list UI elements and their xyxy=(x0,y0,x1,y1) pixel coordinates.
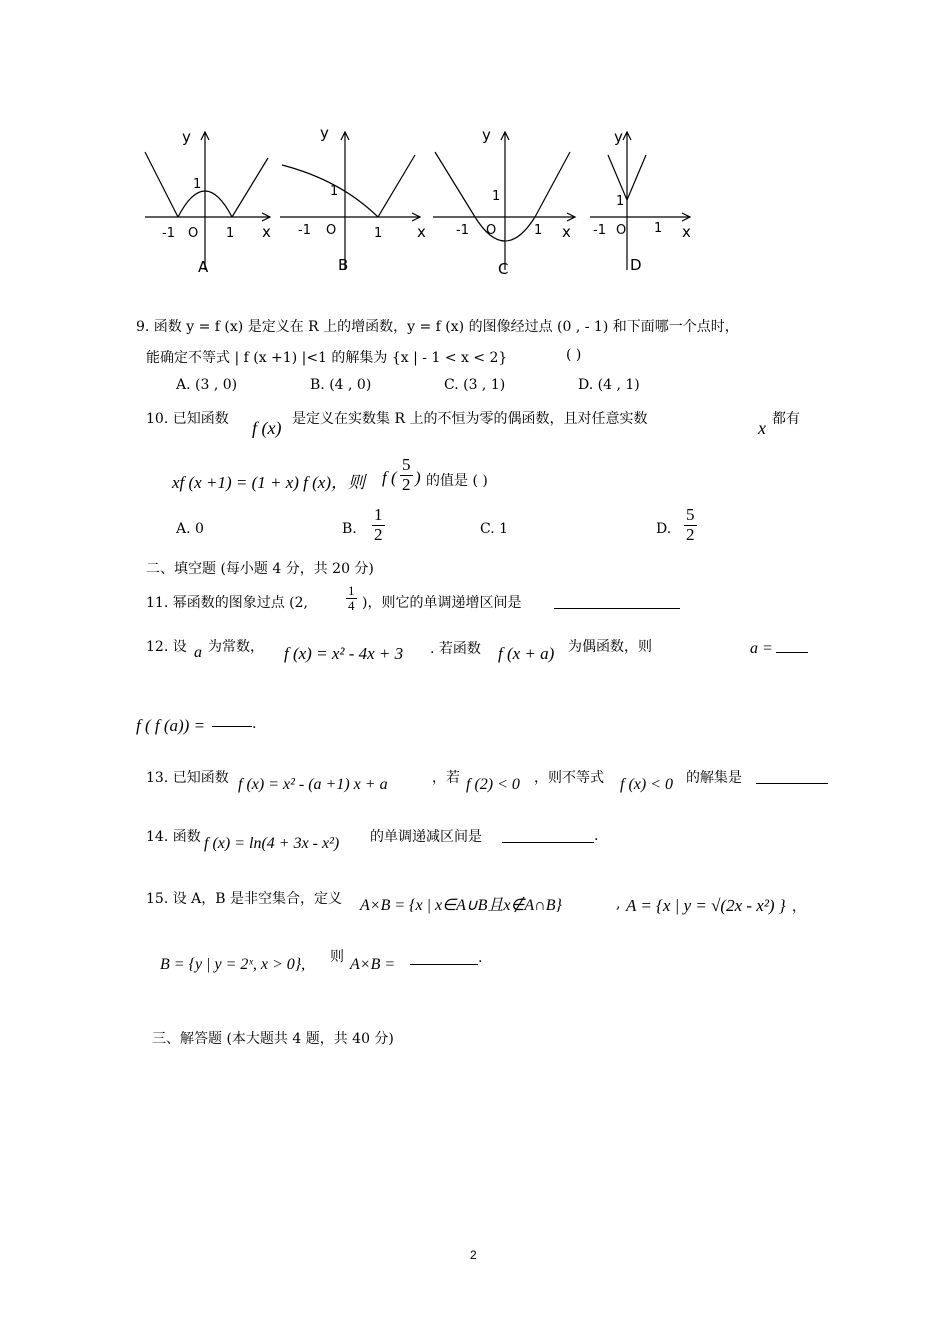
q13-mid: ，若 xyxy=(432,770,460,786)
q10-option-b-frac xyxy=(370,506,387,544)
q10-option-b-num: 1 xyxy=(374,505,383,524)
q12-answer-blank-ffa[interactable] xyxy=(212,710,252,727)
graph-a-origin: O xyxy=(188,226,199,241)
q10-option-b-den: 2 xyxy=(374,524,383,544)
graph-b-y-label: y xyxy=(320,124,329,142)
q15-period: . xyxy=(478,950,483,966)
graph-b-x-label: x xyxy=(417,223,426,241)
graph-d-one-x: 1 xyxy=(654,221,663,236)
graph-b xyxy=(280,132,420,270)
graph-c-one-y: 1 xyxy=(492,189,501,204)
q12-post: 为偶函数，则 xyxy=(568,639,652,655)
q15-ask: A×B = xyxy=(350,956,396,973)
section-3-heading: 三、解答题 (本大题共 4 题，共 40 分) xyxy=(152,1031,394,1047)
graph-b-label: B xyxy=(338,256,349,274)
graph-a-x-label: x xyxy=(262,223,271,241)
q10-option-d-den: 2 xyxy=(686,524,695,544)
q10-frac-den: 2 xyxy=(402,474,411,494)
q11-answer-blank[interactable] xyxy=(554,592,680,609)
q13-post: 的解集是 xyxy=(686,770,742,786)
q9-option-d: D. (4 , 1) xyxy=(578,377,640,393)
graph-a-one-x: 1 xyxy=(226,226,235,241)
q10-fx: f (x) xyxy=(252,418,282,438)
graph-d-one-y: 1 xyxy=(616,194,625,209)
q15-pre: 15. 设 A，B 是非空集合，定义 xyxy=(146,891,343,907)
q15-set-b: B = {y | y = 2ˣ, x > 0}, xyxy=(160,956,306,973)
q10-condition: 是定义在实数集 R 上的不恒为零的偶函数，且对任意实数 xyxy=(292,411,648,427)
q13-ineq: f (x) < 0 xyxy=(620,776,673,793)
q12-period: . xyxy=(252,716,257,732)
graph-d-x-label: x xyxy=(682,223,691,241)
graph-d-y-label: y xyxy=(614,128,623,146)
q13-mid2: ，则不等式 xyxy=(534,770,604,786)
q12-answer-blank-a[interactable] xyxy=(776,636,808,653)
q9-line2: 能确定不等式 | f (x +1) |<1 的解集为 {x | - 1 < x < 2} xyxy=(146,350,508,366)
q11-pre: 11. 幂函数的图象过点 (2, xyxy=(146,595,308,611)
q15-comma: , xyxy=(616,896,621,912)
graph-c-one-x: 1 xyxy=(534,223,543,238)
graph-c-label: C xyxy=(498,260,509,278)
graph-options-figure xyxy=(130,120,710,285)
graph-b-one-y: 1 xyxy=(330,184,339,199)
q10-all-have: 都有 xyxy=(772,411,800,427)
q9-option-b: B. (4 , 0) xyxy=(310,377,372,393)
q15-set-a: A = {x | y = √(2x - x²) } xyxy=(626,896,786,915)
q13-fx: f (x) = x² - (a +1) x + a xyxy=(238,776,388,793)
q10-option-d: D. xyxy=(656,521,672,537)
q15-definition: A×B = {x | x∈A∪B且x∉A∩B} xyxy=(360,897,562,914)
q15-then: 则 xyxy=(330,949,344,965)
q10-option-d-frac xyxy=(682,506,699,544)
q12-mid2: . 若函数 xyxy=(430,641,481,657)
q10-option-b: B. xyxy=(342,521,357,537)
q14-post: 的单调递减区间是 xyxy=(370,829,482,845)
section-2-heading: 二、填空题 (每小题 4 分，共 20 分) xyxy=(146,561,374,577)
q12-ffa: f ( f (a)) = xyxy=(136,716,206,735)
q11-fraction xyxy=(344,584,359,614)
q14-fx: f (x) = ln(4 + 3x - x²) xyxy=(204,835,340,852)
q13-pre: 13. 已知函数 xyxy=(146,770,229,786)
graph-c-origin: O xyxy=(486,223,497,238)
q10-option-c: C. 1 xyxy=(480,521,509,537)
graph-d-neg-one: -1 xyxy=(593,223,606,238)
q10-frac-num: 5 xyxy=(402,455,411,474)
q12-fx: f (x) = x² - 4x + 3 xyxy=(284,644,404,663)
q10-x: x xyxy=(758,418,766,438)
graph-b-neg-one: -1 xyxy=(298,223,311,238)
q10-f-close: ) xyxy=(415,468,421,487)
graph-b-origin: O xyxy=(326,223,337,238)
q11-frac-den: 4 xyxy=(348,598,355,614)
graph-b-one-x: 1 xyxy=(374,226,383,241)
q12-fxa: f (x + a) xyxy=(498,644,555,663)
q15-comma2: ， xyxy=(792,899,806,915)
q12-mid: 为常数， xyxy=(208,639,264,655)
q12-a: a xyxy=(194,644,202,661)
q10-equation: xf (x +1) = (1 + x) f (x)，则 xyxy=(172,473,366,492)
q13-answer-blank[interactable] xyxy=(756,767,828,784)
q9-answer-paren: ( ) xyxy=(566,347,582,363)
q11-post: )，则它的单调递增区间是 xyxy=(362,595,522,611)
graph-a-one-y: 1 xyxy=(193,177,202,192)
graph-d-label: D xyxy=(630,256,642,274)
graph-a xyxy=(145,132,270,270)
q14-period: . xyxy=(594,828,599,844)
q12-pre: 12. 设 xyxy=(146,639,187,655)
graph-d xyxy=(590,132,690,270)
q10-tail: 的值是 ( ) xyxy=(426,473,488,489)
q11-frac-num: 1 xyxy=(348,583,355,598)
graph-c-y-label: y xyxy=(482,126,491,144)
graph-a-neg-one: -1 xyxy=(162,226,175,241)
page-number: 2 xyxy=(470,1248,477,1262)
q14-pre: 14. 函数 xyxy=(146,829,201,845)
q15-answer-blank[interactable] xyxy=(410,948,478,965)
q12-a-equals: a = xyxy=(750,640,773,657)
graph-c xyxy=(433,132,575,270)
graph-a-y-label: y xyxy=(182,128,191,146)
q10-intro: 10. 已知函数 xyxy=(146,411,229,427)
q10-f-open: f ( xyxy=(382,468,397,487)
q10-fraction xyxy=(398,456,415,494)
q10-option-d-num: 5 xyxy=(686,505,695,524)
graph-d-origin: O xyxy=(616,223,627,238)
q13-cond: f (2) < 0 xyxy=(466,776,520,793)
graph-c-x-label: x xyxy=(562,223,571,241)
graph-a-label: A xyxy=(198,258,209,276)
graph-c-neg-one: -1 xyxy=(456,223,469,238)
q10-option-a: A. 0 xyxy=(176,521,204,537)
q9-option-a: A. (3 , 0) xyxy=(176,377,238,393)
q14-answer-blank[interactable] xyxy=(502,826,594,843)
q9-option-c: C. (3 , 1) xyxy=(444,377,506,393)
q9-line1: 9. 函数 y = f (x) 是定义在 R 上的增函数，y = f (x) 的图像经过点 (0 , - 1) 和下面哪一个点时， xyxy=(136,319,739,335)
